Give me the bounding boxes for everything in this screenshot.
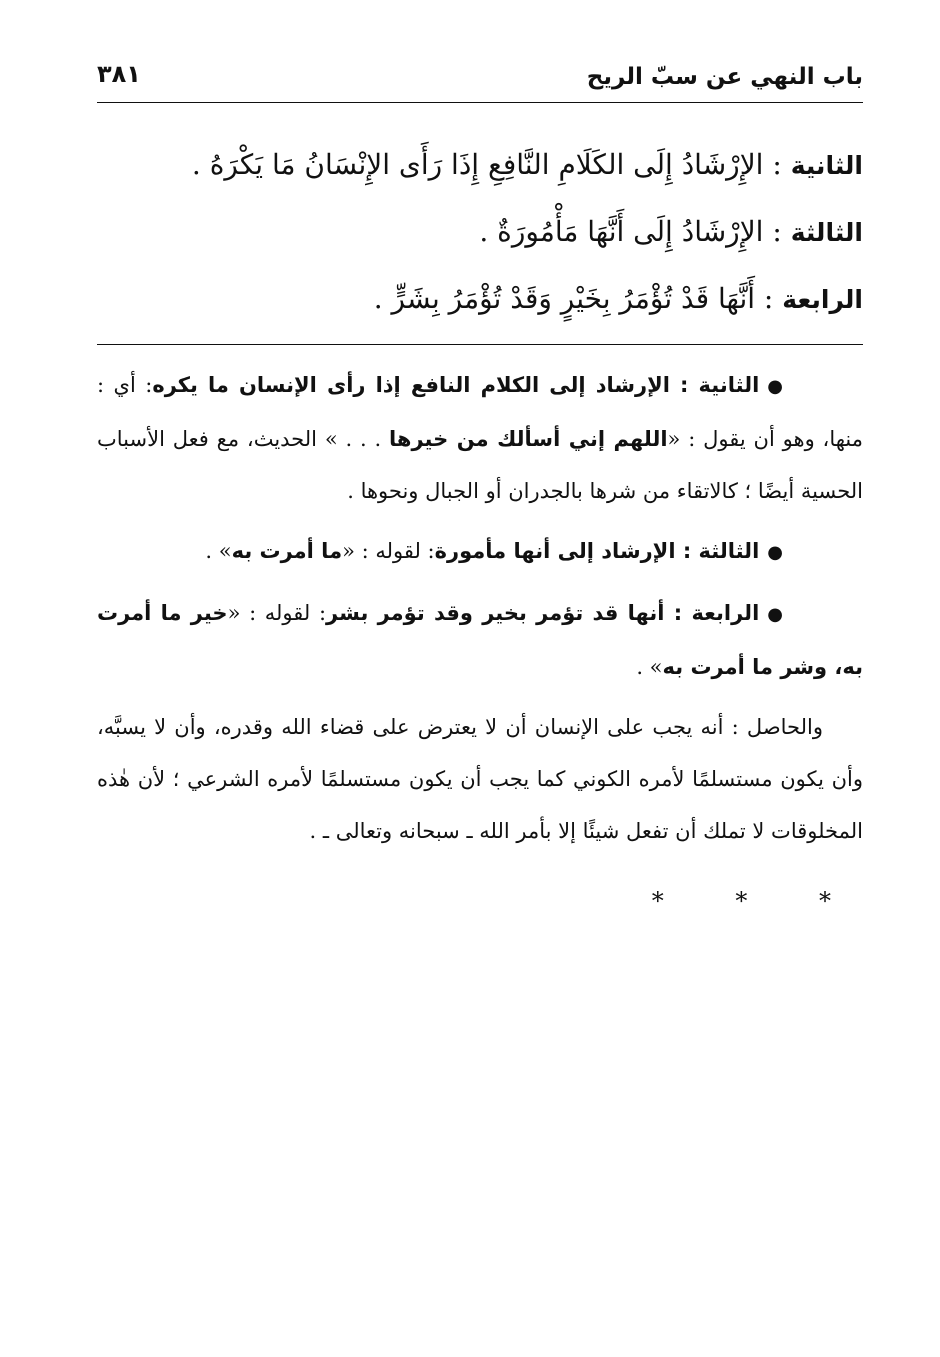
commentary-text: : لقوله : « (227, 601, 327, 625)
matn-line-second (97, 131, 863, 198)
section-separator-stars: * * * (651, 887, 863, 915)
hadith-quote: خير ما أمرت به، وشر ما أمرت به (97, 601, 863, 679)
hadith-quote: اللهم إني أسألك من خيرها (389, 427, 668, 451)
commentary-text: » . (205, 539, 232, 563)
conclusion-paragraph: والحاصل : أنه يجب على الإنسان أن لا يعترض على قضاء الله وقدره، وأن لا يسبَّه، وأن يكون مستسلمًا لأمره الكوني كما يجب أن يكون مستسلمًا لأمره الشرعي ؛ لأن هٰذه المخلوقات لا تملك أن تفعل شيئًا إلا بأمر الله ـ سبحانه وتعالى ـ . (97, 715, 863, 843)
page-number: ٣٨١ (97, 60, 141, 88)
bold-heading: الثالثة : الإرشاد إلى أنها مأمورة (434, 539, 760, 563)
bullet-icon: ● (767, 604, 783, 625)
book-page (97, 56, 863, 927)
matn-label: الثالثة (790, 218, 863, 247)
commentary-section (97, 345, 863, 927)
matn-text: أَنَّهَا قَدْ تُؤْمَرُ بِخَيْرٍ وَقَدْ تُؤْمَرُ بِشَرٍّ . (373, 282, 756, 315)
matn-label: الثانية (790, 151, 863, 180)
commentary-paragraph-fourth (97, 587, 863, 693)
chapter-title: باب النهي عن سبّ الريح (586, 64, 863, 90)
commentary-text: : لقوله : « (342, 539, 435, 563)
matn-separator: : (755, 282, 783, 315)
commentary-paragraph-third (97, 525, 863, 579)
matn-line-fourth (97, 265, 863, 332)
matn-separator: : (763, 148, 791, 181)
bullet-icon: ● (767, 376, 783, 397)
commentary-paragraph-second (97, 359, 863, 517)
matn-line-third (97, 198, 863, 265)
running-header (97, 56, 863, 103)
matn-label: الرابعة (782, 285, 863, 314)
matn-section (97, 103, 863, 345)
matn-text: الإِرْشَادُ إِلَى الكَلَامِ النَّافِعِ إِذَا رَأَى الإِنْسَانُ مَا يَكْرَهُ . (191, 148, 764, 181)
commentary-text: . . . » الحديث، مع فعل الأسباب الحسية أيضًا ؛ كالاتقاء من شرها بالجدران أو الجبال ونحوها . (97, 427, 863, 503)
bullet-icon: ● (767, 542, 783, 563)
matn-separator: : (763, 215, 791, 248)
bold-heading: الرابعة : أنها قد تؤمر بخير وقد تؤمر بشر (326, 601, 760, 625)
matn-text: الإِرْشَادُ إِلَى أَنَّهَا مَأْمُورَةٌ . (479, 215, 764, 248)
commentary-text: » . (636, 655, 663, 679)
commentary-text: : أي : منها، وهو أن يقول : « (97, 373, 863, 451)
hadith-quote: ما أمرت به (231, 539, 343, 563)
bold-heading: الثانية : الإرشاد إلى الكلام النافع إذا رأى الإنسان ما يكره (152, 373, 760, 397)
